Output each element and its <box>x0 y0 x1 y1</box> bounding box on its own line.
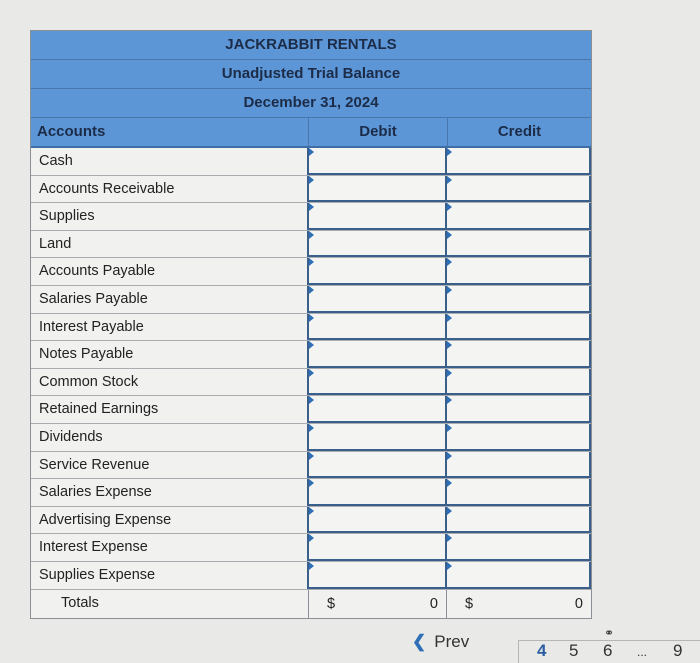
credit-cell[interactable] <box>447 534 591 561</box>
input-marker-icon <box>309 562 314 570</box>
statement-date: December 31, 2024 <box>31 89 591 118</box>
input-marker-icon <box>447 396 452 404</box>
table-row <box>31 562 591 590</box>
debit-cell[interactable] <box>309 507 447 534</box>
account-name: Service Revenue <box>31 452 309 479</box>
credit-input[interactable] <box>447 534 589 559</box>
trial-balance-table <box>30 30 592 619</box>
credit-cell[interactable] <box>447 314 591 341</box>
table-row <box>31 396 591 424</box>
page-5[interactable]: 5 <box>569 641 579 660</box>
chevron-left-icon: ❮ <box>412 632 427 651</box>
table-row <box>31 314 591 342</box>
table-row <box>31 534 591 562</box>
table-row <box>31 507 591 535</box>
table-row <box>31 176 591 204</box>
input-marker-icon <box>309 369 314 377</box>
input-marker-icon <box>447 176 452 184</box>
prev-button[interactable] <box>412 632 469 652</box>
input-marker-icon <box>309 176 314 184</box>
credit-input[interactable] <box>447 341 589 366</box>
debit-cell[interactable] <box>309 176 447 203</box>
input-marker-icon <box>309 341 314 349</box>
account-name: Accounts Receivable <box>31 176 309 203</box>
input-marker-icon <box>447 258 452 266</box>
debit-cell[interactable] <box>309 231 447 258</box>
debit-input[interactable] <box>309 369 445 394</box>
account-name: Cash <box>31 148 309 175</box>
debit-cell[interactable] <box>309 396 447 423</box>
debit-cell[interactable] <box>309 369 447 396</box>
input-marker-icon <box>309 452 314 460</box>
input-marker-icon <box>309 231 314 239</box>
totals-label: Totals <box>31 590 309 618</box>
debit-input[interactable] <box>309 176 445 201</box>
statement-title: Unadjusted Trial Balance <box>31 60 591 89</box>
credit-input[interactable] <box>447 176 589 201</box>
debit-input[interactable] <box>309 452 445 477</box>
table-row <box>31 231 591 259</box>
credit-cell[interactable] <box>447 562 591 589</box>
debit-input[interactable] <box>309 203 445 228</box>
header-debit: Debit <box>309 118 448 146</box>
input-marker-icon <box>447 286 452 294</box>
account-rows <box>31 148 591 590</box>
debit-cell[interactable] <box>309 286 447 313</box>
input-marker-icon <box>447 479 452 487</box>
credit-input[interactable] <box>447 507 589 532</box>
account-name: Supplies Expense <box>31 562 309 589</box>
account-name: Land <box>31 231 309 258</box>
account-name: Notes Payable <box>31 341 309 368</box>
page-ellipsis: ... <box>637 645 648 659</box>
debit-input[interactable] <box>309 507 445 532</box>
input-marker-icon <box>447 507 452 515</box>
input-marker-icon <box>309 258 314 266</box>
credit-input[interactable] <box>447 452 589 477</box>
prev-label: Prev <box>434 632 470 651</box>
debit-total <box>309 590 447 618</box>
account-name: Retained Earnings <box>31 396 309 423</box>
debit-cell[interactable] <box>309 258 447 285</box>
account-name: Supplies <box>31 203 309 230</box>
debit-cell[interactable] <box>309 479 447 506</box>
credit-input[interactable] <box>447 479 589 504</box>
debit-cell[interactable] <box>309 314 447 341</box>
debit-input[interactable] <box>309 424 445 449</box>
debit-input[interactable] <box>309 286 445 311</box>
link-icon: ⚭ <box>604 626 615 640</box>
input-marker-icon <box>309 479 314 487</box>
input-marker-icon <box>447 314 452 322</box>
debit-cell[interactable] <box>309 148 447 175</box>
table-row <box>31 452 591 480</box>
credit-input[interactable] <box>447 424 589 449</box>
debit-cell[interactable] <box>309 562 447 589</box>
credit-total-value: 0 <box>574 595 583 612</box>
input-marker-icon <box>447 452 452 460</box>
account-name: Advertising Expense <box>31 507 309 534</box>
debit-input[interactable] <box>309 534 445 559</box>
credit-cell[interactable] <box>447 424 591 451</box>
credit-input[interactable] <box>447 314 589 339</box>
company-name: JACKRABBIT RENTALS <box>31 31 591 60</box>
credit-input[interactable] <box>447 231 589 256</box>
credit-cell[interactable] <box>447 452 591 479</box>
account-name: Dividends <box>31 424 309 451</box>
table-row <box>31 424 591 452</box>
credit-cell[interactable] <box>447 479 591 506</box>
debit-cell[interactable] <box>309 203 447 230</box>
account-name: Common Stock <box>31 369 309 396</box>
debit-input[interactable] <box>309 341 445 366</box>
input-marker-icon <box>447 148 452 156</box>
debit-input[interactable] <box>309 148 445 173</box>
table-row <box>31 258 591 286</box>
input-marker-icon <box>447 424 452 432</box>
credit-input[interactable] <box>447 148 589 173</box>
column-headers <box>31 118 591 148</box>
credit-cell[interactable] <box>447 286 591 313</box>
debit-input[interactable] <box>309 258 445 283</box>
account-name: Accounts Payable <box>31 258 309 285</box>
debit-cell[interactable] <box>309 341 447 368</box>
credit-input[interactable] <box>447 258 589 283</box>
pagination <box>0 618 700 662</box>
credit-total-currency: $ <box>465 595 474 612</box>
credit-cell[interactable] <box>447 176 591 203</box>
credit-total <box>447 590 591 618</box>
debit-total-value: 0 <box>429 595 438 612</box>
table-row <box>31 148 591 176</box>
debit-input[interactable] <box>309 562 445 587</box>
input-marker-icon <box>447 534 452 542</box>
credit-cell[interactable] <box>447 341 591 368</box>
credit-cell[interactable] <box>447 396 591 423</box>
account-name: Interest Expense <box>31 534 309 561</box>
input-marker-icon <box>447 369 452 377</box>
header-credit: Credit <box>497 123 542 140</box>
credit-input[interactable] <box>447 203 589 228</box>
table-row <box>31 203 591 231</box>
page-6[interactable]: 6 <box>603 641 613 660</box>
input-marker-icon <box>447 341 452 349</box>
input-marker-icon <box>309 148 314 156</box>
debit-total-currency: $ <box>327 595 336 612</box>
debit-input[interactable] <box>309 396 445 421</box>
input-marker-icon <box>309 534 314 542</box>
account-name: Salaries Expense <box>31 479 309 506</box>
credit-cell[interactable] <box>447 258 591 285</box>
credit-cell[interactable] <box>447 231 591 258</box>
input-marker-icon <box>309 507 314 515</box>
debit-input[interactable] <box>309 231 445 256</box>
table-row <box>31 286 591 314</box>
debit-cell[interactable] <box>309 534 447 561</box>
input-marker-icon <box>309 314 314 322</box>
credit-cell[interactable] <box>447 507 591 534</box>
input-marker-icon <box>447 231 452 239</box>
debit-input[interactable] <box>309 314 445 339</box>
table-row <box>31 369 591 397</box>
input-marker-icon <box>447 203 452 211</box>
table-row <box>31 341 591 369</box>
input-marker-icon <box>447 562 452 570</box>
input-marker-icon <box>309 203 314 211</box>
page-list <box>518 640 700 663</box>
totals-row <box>31 590 591 618</box>
table-row <box>31 479 591 507</box>
credit-cell[interactable] <box>447 369 591 396</box>
debit-cell[interactable] <box>309 452 447 479</box>
debit-cell[interactable] <box>309 424 447 451</box>
credit-cell[interactable] <box>447 203 591 230</box>
page-4[interactable]: 4 <box>537 641 547 660</box>
account-name: Salaries Payable <box>31 286 309 313</box>
input-marker-icon <box>309 424 314 432</box>
credit-input[interactable] <box>447 396 589 421</box>
input-marker-icon <box>309 286 314 294</box>
input-marker-icon <box>309 396 314 404</box>
credit-input[interactable] <box>447 562 589 587</box>
credit-input[interactable] <box>447 369 589 394</box>
account-name: Interest Payable <box>31 314 309 341</box>
debit-input[interactable] <box>309 479 445 504</box>
credit-input[interactable] <box>447 286 589 311</box>
page-9[interactable]: 9 <box>673 641 683 660</box>
header-accounts: Accounts <box>31 118 309 146</box>
credit-cell[interactable] <box>447 148 591 175</box>
